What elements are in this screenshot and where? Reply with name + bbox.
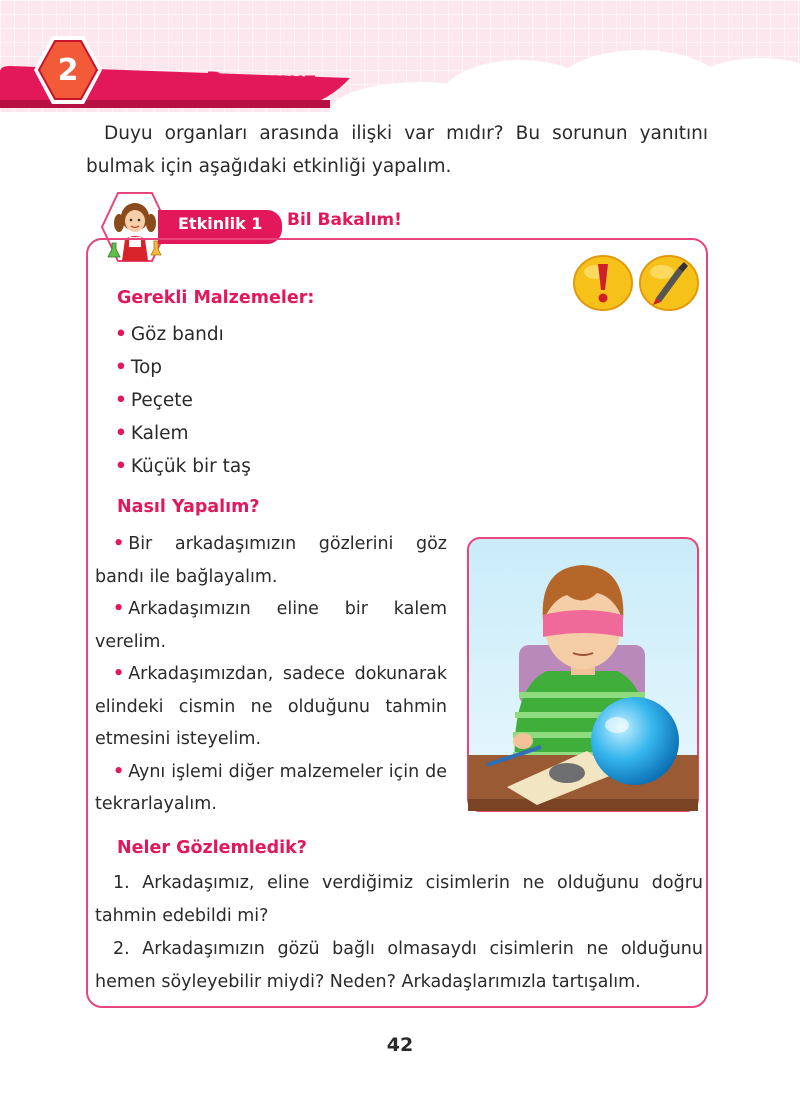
header-decoration — [0, 0, 800, 112]
materials-list — [115, 318, 251, 483]
blindfolded-boy-illustration — [467, 537, 699, 812]
list-item: • Göz bandı — [115, 324, 224, 345]
exclamation-icon — [572, 254, 634, 312]
bullet-icon: • — [113, 664, 125, 684]
step-item: • Arkadaşımızın eline bir kalem verelim. — [95, 599, 447, 652]
intro-paragraph: Duyu organları arasında ilişki var mıdır? Bu sorunun yanıtını bulmak için aşağıdaki etkinliği yapalım. — [86, 123, 708, 177]
step-item: • Aynı işlemi diğer malzemeler için de tekrarlayalım. — [95, 761, 447, 814]
page-number: 42 — [386, 1034, 414, 1056]
bullet-icon: • — [115, 423, 127, 444]
materials-title: Gerekli Malzemeler: — [117, 288, 315, 308]
step-item: • Bir arkadaşımızın gözlerini göz bandı ile bağlayalım. — [95, 534, 447, 587]
bullet-icon: • — [115, 390, 127, 411]
bullet-icon: • — [113, 534, 125, 554]
steps-list — [95, 528, 447, 821]
howto-title: Nasıl Yapalım? — [117, 497, 260, 517]
list-item: • Top — [115, 357, 163, 378]
question-item: 2. Arkadaşımızın gözü bağlı olmasaydı cisimlerin ne olduğunu hemen söyleyebilir miydi? Neden? Arkadaşlarımızla tartışalım. — [95, 939, 703, 992]
observations-title: Neler Gözlemledik? — [117, 838, 307, 858]
bullet-icon: • — [115, 324, 127, 345]
unit-title: Beş Duyumuz — [156, 68, 317, 92]
bullet-icon: • — [115, 357, 127, 378]
bullet-icon: • — [115, 456, 127, 477]
activity-label: Etkinlik 1 — [178, 214, 263, 233]
step-item: • Arkadaşımızdan, sadece dokunarak elindeki cismin ne olduğunu tahmin etmesini isteyelim. — [95, 664, 447, 749]
pencil-icon — [638, 254, 700, 312]
question-item: 1. Arkadaşımız, eline verdiğimiz cisimlerin ne olduğunu doğru tahmin edebildi mi? — [95, 873, 703, 926]
bullet-icon: • — [113, 761, 125, 782]
list-item: • Küçük bir taş — [115, 456, 251, 477]
questions-list — [95, 867, 703, 999]
list-item: • Kalem — [115, 423, 189, 444]
unit-number: 2 — [57, 53, 79, 88]
list-item: • Peçete — [115, 390, 193, 411]
activity-title: Bil Bakalım! — [287, 210, 402, 230]
bullet-icon: • — [113, 599, 125, 619]
